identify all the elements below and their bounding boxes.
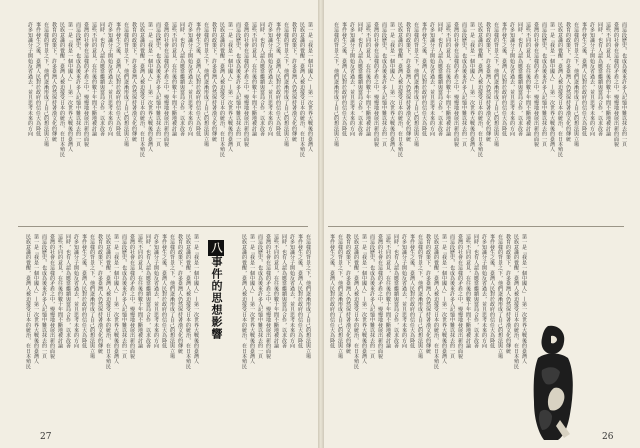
text-line: 民族意識的覺醒，臺灣人被迫接受日本的統治，在日本殖民 — [397, 22, 403, 158]
text-line: 在這樣的背景之下，他們逐漸形成了自己的想法與立場 — [497, 234, 503, 359]
text-line: 同時，也有人認為應當繼續與當局合作，以求改善 — [179, 22, 185, 137]
woodcut-illustration — [530, 322, 576, 442]
text-line: 同時，也有人認為應當繼續與當局合作，以求改善 — [145, 234, 151, 349]
text-line: 許多知識分子開始反省過去，並且思考未來的方向 — [509, 22, 515, 137]
text-line: 事件發生之後，臺灣人民對於政府的信任大為降低 — [501, 22, 507, 137]
text-line: 同時，也有人認為應當繼續與當局合作，以求改善 — [357, 22, 363, 137]
left-page — [0, 0, 318, 448]
text-line: 第一是『我是一個中國人』—第一次世界大戰後的臺灣人 — [249, 234, 255, 364]
text-line: 教育的政策下，許多臺灣人仍然保持著漢文化的傳統 — [505, 234, 511, 354]
text-line: 臺灣的社會在這樣的矛盾之中，慢慢地發展出新的面貌 — [265, 234, 271, 359]
text-line: 臺灣的社會在這樣的矛盾之中，慢慢地發展出新的面貌 — [533, 22, 539, 147]
text-line: 臺灣的社會在這樣的矛盾之中，慢慢地發展出新的面貌 — [457, 234, 463, 359]
text-line: 第一是『我是一個中國人』—第一次世界大戰後的臺灣人 — [441, 234, 447, 364]
text-line: 這些不同的意見，在往後的數十年間不斷地被討論 — [465, 234, 471, 349]
text-line: 教育的政策下，許多臺灣人仍然保持著漢文化的傳統 — [345, 234, 351, 354]
text-line: 事件發生之後，臺灣人民對於政府的信任大為降低 — [489, 234, 495, 349]
text-line: 事件發生之後，臺灣人民對於政府的信任大為降低 — [35, 22, 41, 137]
left-page-lower-right-text — [234, 234, 310, 430]
text-line: 事件發生之後，臺灣人民對於政府的信任大為降低 — [409, 234, 415, 349]
page-number-left: 27 — [40, 432, 52, 442]
text-line: 同時，也有人認為應當繼續與當局合作，以求改善 — [517, 22, 523, 137]
text-line: 許多知識分子開始反省過去，並且思考未來的方向 — [481, 234, 487, 349]
text-line: 這些不同的意見，在往後的數十年間不斷地被討論 — [385, 234, 391, 349]
text-line: 而這段歷史，也成為後來許多人記憶中難以抹去的一頁 — [449, 234, 455, 359]
text-line: 事件發生之後，臺灣人民對於政府的信任大為降低 — [581, 22, 587, 137]
text-line: 民族意識的覺醒，臺灣人被迫接受日本的統治，在日本殖民 — [185, 234, 191, 370]
text-line: 教育的政策下，許多臺灣人仍然保持著漢文化的傳統 — [405, 22, 411, 142]
text-line: 在這樣的背景之下，他們逐漸形成了自己的想法與立場 — [493, 22, 499, 147]
text-line: 同時，也有人認為應當繼續與當局合作，以求改善 — [473, 234, 479, 349]
text-line: 第一是『我是一個中國人』—第一次世界大戰後的臺灣人 — [147, 22, 153, 152]
text-line: 民族意識的覺醒，臺灣人被迫接受日本的統治，在日本殖民 — [59, 22, 65, 158]
text-line: 這些不同的意見，在往後的數十年間不斷地被討論 — [137, 234, 143, 349]
text-line: 這些不同的意見，在往後的數十年間不斷地被討論 — [91, 22, 97, 137]
text-line: 民族意識的覺醒，臺灣人被迫接受日本的統治，在日本殖民 — [433, 234, 439, 370]
text-line: 而這段歷史，也成為後來許多人記憶中難以抹去的一頁 — [121, 234, 127, 359]
text-line: 事件發生之後，臺灣人民對於政府的信任大為降低 — [81, 234, 87, 349]
text-line: 臺灣的社會在這樣的矛盾之中，慢慢地發展出新的面貌 — [377, 234, 383, 359]
text-line: 教育的政策下，許多臺灣人仍然保持著漢文化的傳統 — [131, 22, 137, 142]
text-line: 在這樣的背景之下，他們逐漸形成了自己的想法與立場 — [305, 234, 311, 359]
text-line: 同時，也有人認為應當繼續與當局合作，以求改善 — [597, 22, 603, 137]
text-line: 這些不同的意見，在往後的數十年間不斷地被討論 — [445, 22, 451, 137]
text-line: 臺灣的社會在這樣的矛盾之中，慢慢地發展出新的面貌 — [163, 22, 169, 147]
text-line: 在這樣的背景之下，他們逐漸形成了自己的想法與立場 — [43, 22, 49, 147]
text-line: 在這樣的背景之下，他們逐漸形成了自己的想法與立場 — [89, 234, 95, 359]
text-line: 臺灣的社會在這樣的矛盾之中，慢慢地發展出新的面貌 — [373, 22, 379, 147]
text-line: 同時，也有人認為應當繼續與當局合作，以求改善 — [437, 22, 443, 137]
text-line: 事件發生之後，臺灣人民對於政府的信任大為降低 — [421, 22, 427, 137]
text-line: 教育的政策下，許多臺灣人仍然保持著漢文化的傳統 — [291, 22, 297, 142]
text-line: 第一是『我是一個中國人』—第一次世界大戰後的臺灣人 — [469, 22, 475, 152]
text-line: 事件發生之後，臺灣人民對於政府的信任大為降低 — [115, 22, 121, 137]
text-line: 民族意識的覺醒，臺灣人被迫接受日本的統治，在日本殖民 — [513, 234, 519, 370]
text-line: 許多知識分子開始反省過去，並且思考未來的方向 — [153, 234, 159, 349]
text-line: 民族意識的覺醒，臺灣人被迫接受日本的統治，在日本殖民 — [557, 22, 563, 158]
section-divider — [328, 226, 624, 227]
text-line: 而這段歷史，也成為後來許多人記憶中難以抹去的一頁 — [541, 22, 547, 147]
text-line: 民族意識的覺醒，臺灣人被迫接受日本的統治，在日本殖民 — [353, 234, 359, 370]
section-title: 事件的思想影響 — [210, 256, 223, 340]
text-line: 第一是『我是一個中國人』—第一次世界大戰後的臺灣人 — [33, 234, 39, 364]
text-line: 民族意識的覺醒，臺灣人被迫接受日本的統治，在日本殖民 — [219, 22, 225, 158]
text-line: 在這樣的背景之下，他們逐漸形成了自己的想法與立場 — [337, 234, 343, 359]
text-line: 在這樣的背景之下，他們逐漸形成了自己的想法與立場 — [169, 234, 175, 359]
text-line: 第一是『我是一個中國人』—第一次世界大戰後的臺灣人 — [113, 234, 119, 364]
text-line: 同時，也有人認為應當繼續與當局合作，以求改善 — [259, 22, 265, 137]
text-line: 教育的政策下，許多臺灣人仍然保持著漢文化的傳統 — [565, 22, 571, 142]
text-line: 而這段歷史，也成為後來許多人記憶中難以抹去的一頁 — [257, 234, 263, 359]
text-line: 而這段歷史，也成為後來許多人記憶中難以抹去的一頁 — [461, 22, 467, 147]
text-line: 第一是『我是一個中國人』—第一次世界大戰後的臺灣人 — [389, 22, 395, 152]
text-line: 而這段歷史，也成為後來許多人記憶中難以抹去的一頁 — [75, 22, 81, 147]
left-page-upper-text — [22, 22, 312, 218]
page-number-right: 26 — [602, 432, 614, 442]
text-line: 這些不同的意見，在往後的數十年間不斷地被討論 — [171, 22, 177, 137]
section-number: 八 — [210, 242, 223, 254]
text-line: 許多知識分子開始反省過去，並且思考未來的方向 — [107, 22, 113, 137]
text-line: 許多知識分子開始反省過去，並且思考未來的方向 — [187, 22, 193, 137]
text-line: 在這樣的背景之下，他們逐漸形成了自己的想法與立場 — [417, 234, 423, 359]
text-line: 臺灣的社會在這樣的矛盾之中，慢慢地發展出新的面貌 — [243, 22, 249, 147]
text-line: 許多知識分子開始反省過去，並且思考未來的方向 — [289, 234, 295, 349]
text-line: 第一是『我是一個中國人』—第一次世界大戰後的臺灣人 — [67, 22, 73, 152]
text-line: 這些不同的意見，在往後的數十年間不斷地被討論 — [605, 22, 611, 137]
text-line: 第一是『我是一個中國人』—第一次世界大戰後的臺灣人 — [307, 22, 313, 152]
text-line: 在這樣的背景之下，他們逐漸形成了自己的想法與立場 — [283, 22, 289, 147]
text-line: 這些不同的意見，在往後的數十年間不斷地被討論 — [525, 22, 531, 137]
text-line: 教育的政策下，許多臺灣人仍然保持著漢文化的傳統 — [211, 22, 217, 142]
text-line: 而這段歷史，也成為後來許多人記憶中難以抹去的一頁 — [369, 234, 375, 359]
text-line: 第一是『我是一個中國人』—第一次世界大戰後的臺灣人 — [549, 22, 555, 152]
text-line: 事件發生之後，臺灣人民對於政府的信任大為降低 — [341, 22, 347, 137]
text-line: 事件發生之後，臺灣人民對於政府的信任大為降低 — [161, 234, 167, 349]
text-line: 同時，也有人認為應當繼續與當局合作，以求改善 — [65, 234, 71, 349]
text-line: 這些不同的意見，在往後的數十年間不斷地被討論 — [251, 22, 257, 137]
text-line: 教育的政策下，許多臺灣人仍然保持著漢文化的傳統 — [425, 234, 431, 354]
text-line: 教育的政策下，許多臺灣人仍然保持著漢文化的傳統 — [177, 234, 183, 354]
text-line: 民族意識的覺醒，臺灣人被迫接受日本的統治，在日本殖民 — [25, 234, 31, 370]
text-line: 而這段歷史，也成為後來許多人記憶中難以抹去的一頁 — [41, 234, 47, 359]
text-line: 同時，也有人認為應當繼續與當局合作，以求改善 — [393, 234, 399, 349]
text-line: 臺灣的社會在這樣的矛盾之中，慢慢地發展出新的面貌 — [129, 234, 135, 359]
text-line: 這些不同的意見，在往後的數十年間不斷地被討論 — [365, 22, 371, 137]
text-line: 這些不同的意見，在往後的數十年間不斷地被討論 — [57, 234, 63, 349]
text-line: 許多知識分子開始反省過去，並且思考未來的方向 — [27, 22, 33, 137]
text-line: 而這段歷史，也成為後來許多人記憶中難以抹去的一頁 — [621, 22, 627, 147]
text-line: 這些不同的意見，在往後的數十年間不斷地被討論 — [273, 234, 279, 349]
text-line: 臺灣的社會在這樣的矛盾之中，慢慢地發展出新的面貌 — [453, 22, 459, 147]
text-line: 事件發生之後，臺灣人民對於政府的信任大為降低 — [329, 234, 335, 349]
text-line: 臺灣的社會在這樣的矛盾之中，慢慢地發展出新的面貌 — [83, 22, 89, 147]
text-line: 教育的政策下，許多臺灣人仍然保持著漢文化的傳統 — [97, 234, 103, 354]
text-line: 民族意識的覺醒，臺灣人被迫接受日本的統治，在日本殖民 — [105, 234, 111, 370]
section-divider — [18, 226, 308, 227]
text-line: 許多知識分子開始反省過去，並且思考未來的方向 — [429, 22, 435, 137]
text-line: 事件發生之後，臺灣人民對於政府的信任大為降低 — [195, 22, 201, 137]
text-line: 教育的政策下，許多臺灣人仍然保持著漢文化的傳統 — [485, 22, 491, 142]
text-line: 在這樣的背景之下，他們逐漸形成了自己的想法與立場 — [333, 22, 339, 147]
text-line: 第一是『我是一個中國人』—第一次世界大戰後的臺灣人 — [521, 234, 527, 364]
text-line: 在這樣的背景之下，他們逐漸形成了自己的想法與立場 — [123, 22, 129, 147]
text-line: 在這樣的背景之下，他們逐漸形成了自己的想法與立場 — [203, 22, 209, 147]
text-line: 第一是『我是一個中國人』—第一次世界大戰後的臺灣人 — [227, 22, 233, 152]
section-heading — [208, 240, 224, 360]
text-line: 民族意識的覺醒，臺灣人被迫接受日本的統治，在日本殖民 — [299, 22, 305, 158]
text-line: 臺灣的社會在這樣的矛盾之中，慢慢地發展出新的面貌 — [613, 22, 619, 147]
right-page — [324, 0, 640, 448]
text-line: 許多知識分子開始反省過去，並且思考未來的方向 — [589, 22, 595, 137]
text-line: 事件發生之後，臺灣人民對於政府的信任大為降低 — [275, 22, 281, 137]
text-line: 同時，也有人認為應當繼續與當局合作，以求改善 — [99, 22, 105, 137]
text-line: 許多知識分子開始反省過去，並且思考未來的方向 — [73, 234, 79, 349]
text-line: 臺灣的社會在這樣的矛盾之中，慢慢地發展出新的面貌 — [49, 234, 55, 359]
text-line: 在這樣的背景之下，他們逐漸形成了自己的想法與立場 — [573, 22, 579, 147]
text-line: 許多知識分子開始反省過去，並且思考未來的方向 — [267, 22, 273, 137]
text-line: 民族意識的覺醒，臺灣人被迫接受日本的統治，在日本殖民 — [241, 234, 247, 370]
text-line: 事件發生之後，臺灣人民對於政府的信任大為降低 — [297, 234, 303, 349]
right-page-upper-text — [330, 22, 626, 218]
text-line: 而這段歷史，也成為後來許多人記憶中難以抹去的一頁 — [381, 22, 387, 147]
text-line: 而這段歷史，也成為後來許多人記憶中難以抹去的一頁 — [235, 22, 241, 147]
text-line: 許多知識分子開始反省過去，並且思考未來的方向 — [401, 234, 407, 349]
text-line: 同時，也有人認為應當繼續與當局合作，以求改善 — [281, 234, 287, 349]
right-page-lower-text — [330, 234, 526, 430]
text-line: 在這樣的背景之下，他們逐漸形成了自己的想法與立場 — [413, 22, 419, 147]
text-line: 第一是『我是一個中國人』—第一次世界大戰後的臺灣人 — [193, 234, 199, 364]
text-line: 民族意識的覺醒，臺灣人被迫接受日本的統治，在日本殖民 — [477, 22, 483, 158]
text-line: 民族意識的覺醒，臺灣人被迫接受日本的統治，在日本殖民 — [139, 22, 145, 158]
left-page-lower-text — [22, 234, 198, 430]
text-line: 第一是『我是一個中國人』—第一次世界大戰後的臺灣人 — [361, 234, 367, 364]
text-line: 許多知識分子開始反省過去，並且思考未來的方向 — [349, 22, 355, 137]
text-line: 教育的政策下，許多臺灣人仍然保持著漢文化的傳統 — [51, 22, 57, 142]
text-line: 而這段歷史，也成為後來許多人記憶中難以抹去的一頁 — [155, 22, 161, 147]
